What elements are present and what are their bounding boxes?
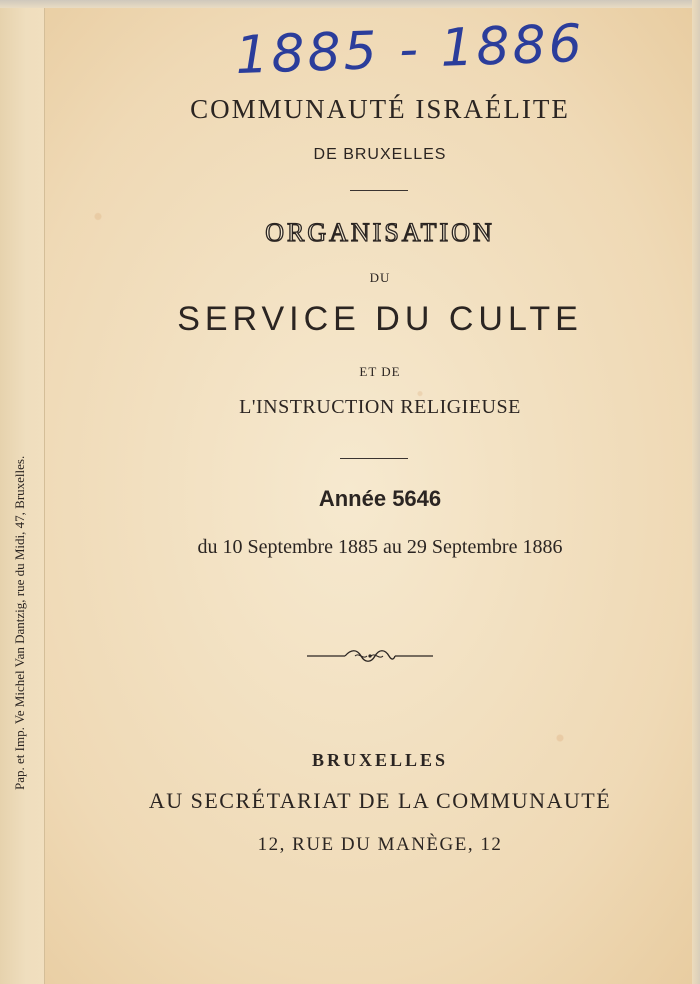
printer-imprint: Pap. et Imp. Ve Michel Van Dantzig, rue du Midi, 47, Bruxelles. (12, 455, 27, 790)
instruction-heading: L'INSTRUCTION RELIGIEUSE (239, 396, 521, 418)
page-top-edge (0, 0, 700, 8)
publisher-city: BRUXELLES (311, 750, 449, 770)
page-right-edge (692, 0, 700, 984)
ornament-icon (305, 647, 435, 665)
date-range: du 10 Septembre 1885 au 29 Septembre 1886 (197, 536, 563, 558)
community-city: DE BRUXELLES (313, 146, 447, 163)
publisher-secretariat: AU SECRÉTARIAT DE LA COMMUNAUTÉ (148, 788, 612, 813)
service-heading: SERVICE DU CULTE (177, 300, 583, 338)
et-de-text: ET DE (359, 364, 401, 379)
handwritten-years: 1885 - 1886 (234, 13, 586, 87)
publisher-address: 12, RUE DU MANÈGE, 12 (257, 834, 503, 855)
year-heading: Année 5646 (318, 486, 442, 511)
divider-rule (350, 190, 408, 191)
organisation-heading: ORGANISATION (265, 218, 495, 247)
divider-rule-2 (340, 458, 408, 459)
community-title: COMMUNAUTÉ ISRAÉLITE (190, 94, 570, 124)
du-text: DU (369, 270, 391, 285)
